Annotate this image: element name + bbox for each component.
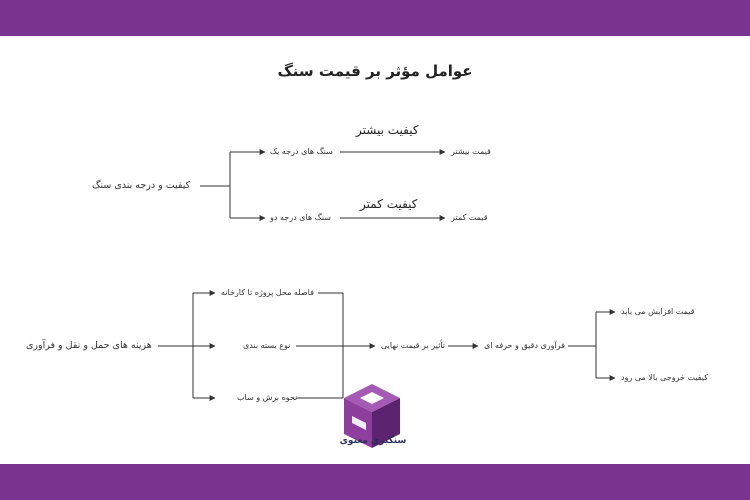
higher-quality-caption: کیفیت بیشتر: [356, 123, 419, 137]
factor-cutting-polishing: نحوه برش و ساب: [237, 393, 298, 402]
root-transport-processing: هزینه های حمل و نقل و فرآوری: [26, 340, 152, 351]
lower-quality-caption: کیفیت کمتر: [360, 197, 418, 211]
final-price-effect: تأثیر بر قیمت نهایی: [381, 341, 445, 350]
output-quality-rises: کیفیت خروجی بالا می رود: [621, 373, 709, 382]
price-increases: قیمت افزایش می یابد: [621, 307, 695, 316]
grade-two-stones: سنگ های درجه دو: [270, 213, 331, 222]
root-quality-grading: کیفیت و درجه بندی سنگ: [92, 180, 191, 191]
lower-price-result: قیمت کمتر: [451, 213, 488, 222]
factor-packaging: نوع بسته بندی: [243, 341, 291, 350]
diagram-title: عوامل مؤثر بر قیمت سنگ: [277, 62, 473, 80]
company-logo-text: سنگبری معنوی: [339, 436, 407, 446]
higher-price-result: قیمت بیشتر: [451, 147, 491, 156]
precise-processing: فرآوری دقیق و حرفه ای: [484, 341, 565, 350]
factor-distance: فاصله محل پروژه تا کارخانه: [221, 288, 314, 297]
grade-one-stones: سنگ های درجه یک: [270, 147, 333, 156]
